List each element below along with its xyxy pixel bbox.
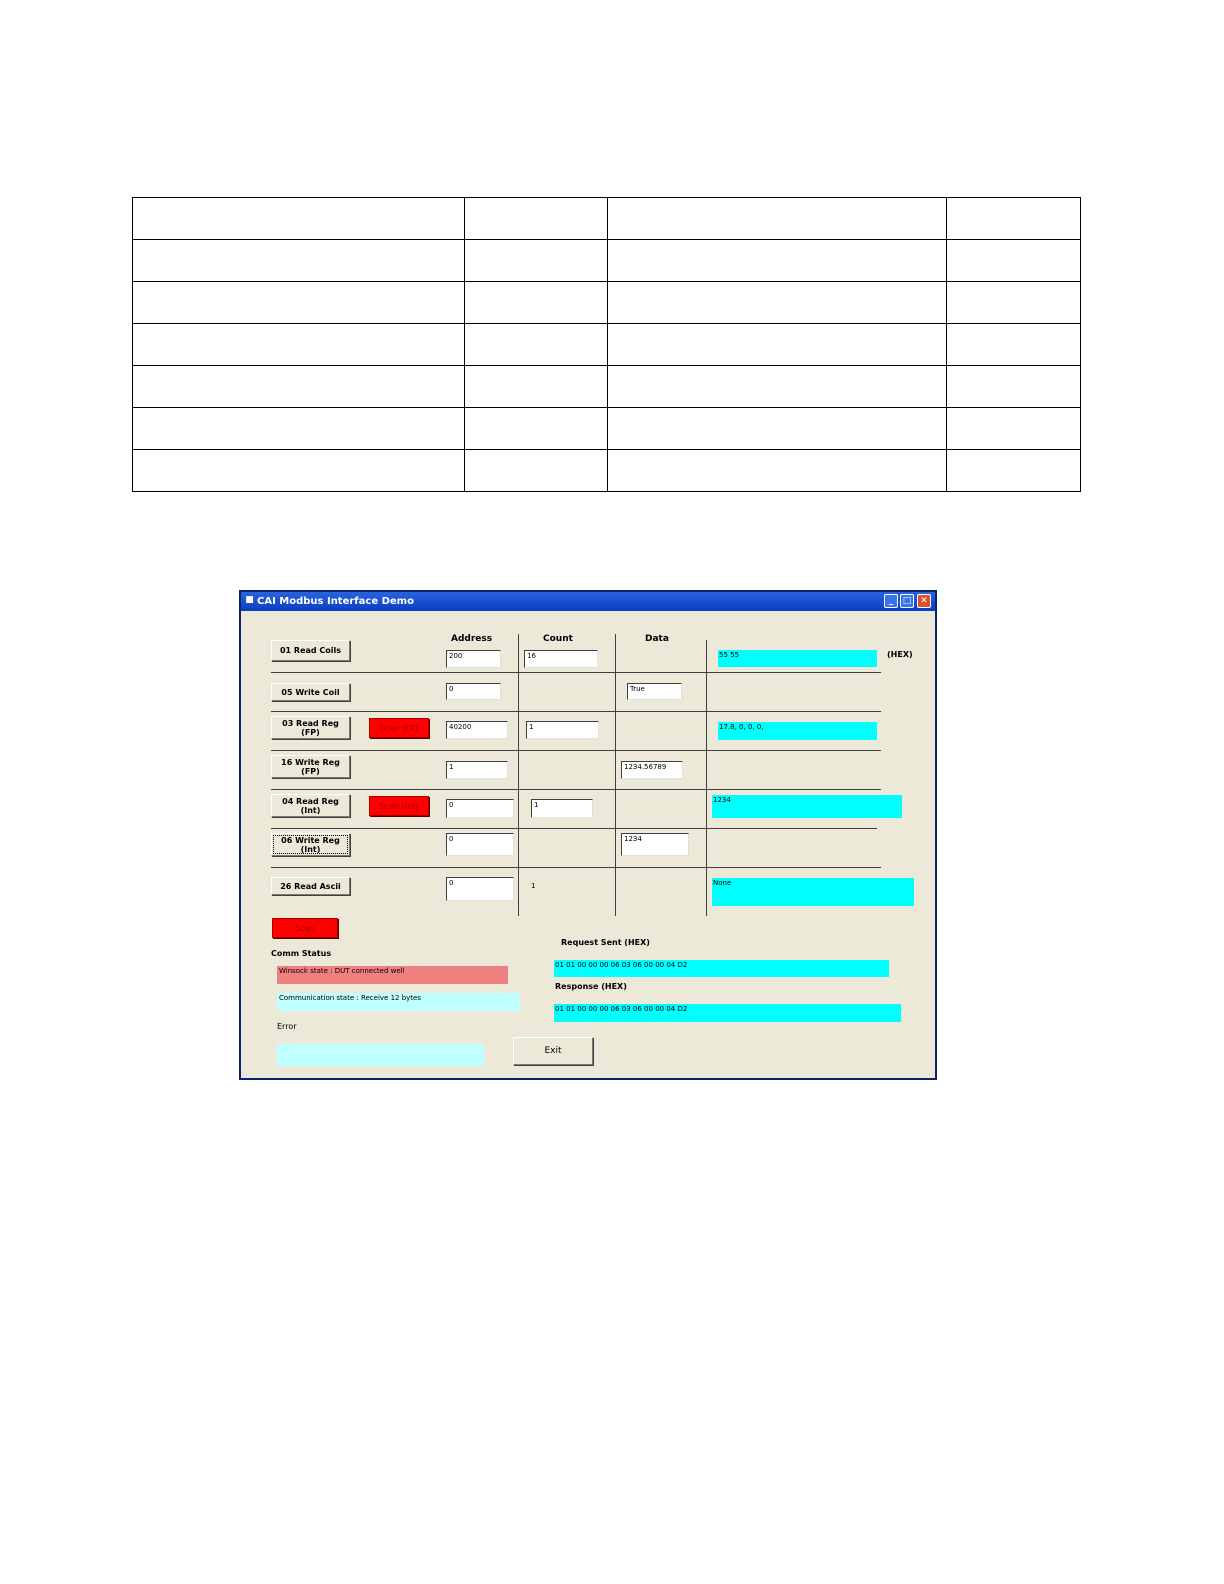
row-divider bbox=[271, 750, 881, 751]
row-divider bbox=[271, 867, 881, 868]
request-sent-label: Request Sent (HEX) bbox=[561, 938, 650, 947]
write-reg-fp-label: 16 Write Reg bbox=[281, 757, 340, 767]
write-coil-button[interactable]: 05 Write Coil bbox=[271, 683, 350, 701]
write-reg-int-button[interactable] bbox=[271, 833, 350, 856]
title-bar[interactable] bbox=[241, 592, 935, 611]
table-row bbox=[133, 450, 1081, 492]
table-row bbox=[133, 282, 1081, 324]
table-row bbox=[133, 198, 1081, 240]
read-coils-address-input[interactable]: 200 bbox=[446, 650, 501, 668]
write-reg-int-data-input[interactable]: 1234 bbox=[621, 833, 689, 856]
error-label: Error bbox=[277, 1022, 297, 1031]
document-table bbox=[132, 197, 1081, 492]
table-row bbox=[133, 366, 1081, 408]
read-reg-int-label-type: (Int) bbox=[300, 805, 321, 815]
row-divider bbox=[271, 711, 881, 712]
minimize-icon[interactable]: _ bbox=[884, 594, 898, 608]
winsock-state: Winsock state : DUT connected well bbox=[277, 966, 508, 984]
row-divider bbox=[271, 789, 881, 790]
hex-unit-label: (HEX) bbox=[887, 650, 913, 659]
scan-fp-button[interactable]: Scan (FP) bbox=[369, 718, 429, 738]
read-reg-fp-label-type: (FP) bbox=[301, 727, 320, 737]
comm-status-title: Comm Status bbox=[271, 949, 332, 958]
write-reg-int-label-type: (Int) bbox=[300, 844, 321, 854]
maximize-icon[interactable]: □ bbox=[900, 594, 914, 608]
scan-int-button[interactable]: Scan (Int) bbox=[369, 796, 429, 816]
close-icon[interactable]: ✕ bbox=[917, 594, 931, 608]
write-reg-fp-address-input[interactable]: 1 bbox=[446, 761, 508, 779]
error-field bbox=[277, 1044, 484, 1066]
read-ascii-button[interactable]: 26 Read Ascii bbox=[271, 877, 350, 895]
table-row bbox=[133, 408, 1081, 450]
write-coil-address-input[interactable]: 0 bbox=[446, 683, 501, 700]
read-reg-fp-count-input[interactable]: 1 bbox=[526, 721, 599, 739]
exit-button[interactable]: Exit bbox=[513, 1037, 593, 1065]
modbus-demo-window bbox=[239, 590, 937, 1080]
scan-button[interactable]: Scan bbox=[272, 918, 338, 938]
read-reg-int-result: 1234 bbox=[712, 795, 902, 818]
response-value: 01 01 00 00 00 06 03 06 00 00 04 D2 bbox=[554, 1004, 901, 1022]
communication-state: Communication state : Receive 12 bytes bbox=[277, 993, 520, 1011]
read-coils-result: 55 55 bbox=[718, 650, 877, 667]
write-coil-data-input[interactable]: True bbox=[627, 683, 682, 700]
column-divider bbox=[518, 634, 519, 916]
read-coils-count-input[interactable]: 16 bbox=[524, 650, 598, 668]
column-divider bbox=[706, 640, 707, 916]
read-reg-fp-button[interactable] bbox=[271, 716, 350, 739]
write-reg-fp-data-input[interactable]: 1234.56789 bbox=[621, 761, 683, 779]
read-reg-int-count-input[interactable]: 1 bbox=[531, 799, 593, 818]
read-reg-fp-result: 17.8, 0, 0, 0, bbox=[718, 722, 877, 740]
request-sent-value: 01 01 00 00 00 06 03 06 00 00 04 D2 bbox=[554, 960, 889, 977]
read-reg-int-button[interactable] bbox=[271, 794, 350, 817]
read-reg-fp-address-input[interactable]: 40200 bbox=[446, 721, 508, 739]
app-icon: ■ bbox=[245, 595, 254, 605]
table-row bbox=[133, 240, 1081, 282]
read-reg-int-address-input[interactable]: 0 bbox=[446, 799, 514, 818]
read-reg-int-label: 04 Read Reg bbox=[282, 796, 339, 806]
row-divider bbox=[271, 672, 881, 673]
write-reg-fp-button[interactable] bbox=[271, 755, 350, 778]
read-coils-button[interactable]: 01 Read Coils bbox=[271, 640, 350, 661]
address-header: Address bbox=[451, 634, 493, 644]
write-reg-int-label: 06 Write Reg bbox=[281, 835, 340, 845]
read-ascii-count: 1 bbox=[531, 882, 536, 890]
window-title: CAI Modbus Interface Demo bbox=[257, 596, 414, 607]
data-header: Data bbox=[645, 634, 669, 644]
read-ascii-address-input[interactable]: 0 bbox=[446, 877, 514, 901]
response-label: Response (HEX) bbox=[555, 982, 627, 991]
read-ascii-result: None bbox=[712, 878, 914, 906]
count-header: Count bbox=[543, 634, 573, 644]
row-divider bbox=[271, 828, 877, 829]
write-reg-int-address-input[interactable]: 0 bbox=[446, 833, 514, 856]
table-row bbox=[133, 324, 1081, 366]
read-reg-fp-label: 03 Read Reg bbox=[282, 718, 339, 728]
write-reg-fp-label-type: (FP) bbox=[301, 766, 320, 776]
column-divider bbox=[615, 634, 616, 916]
